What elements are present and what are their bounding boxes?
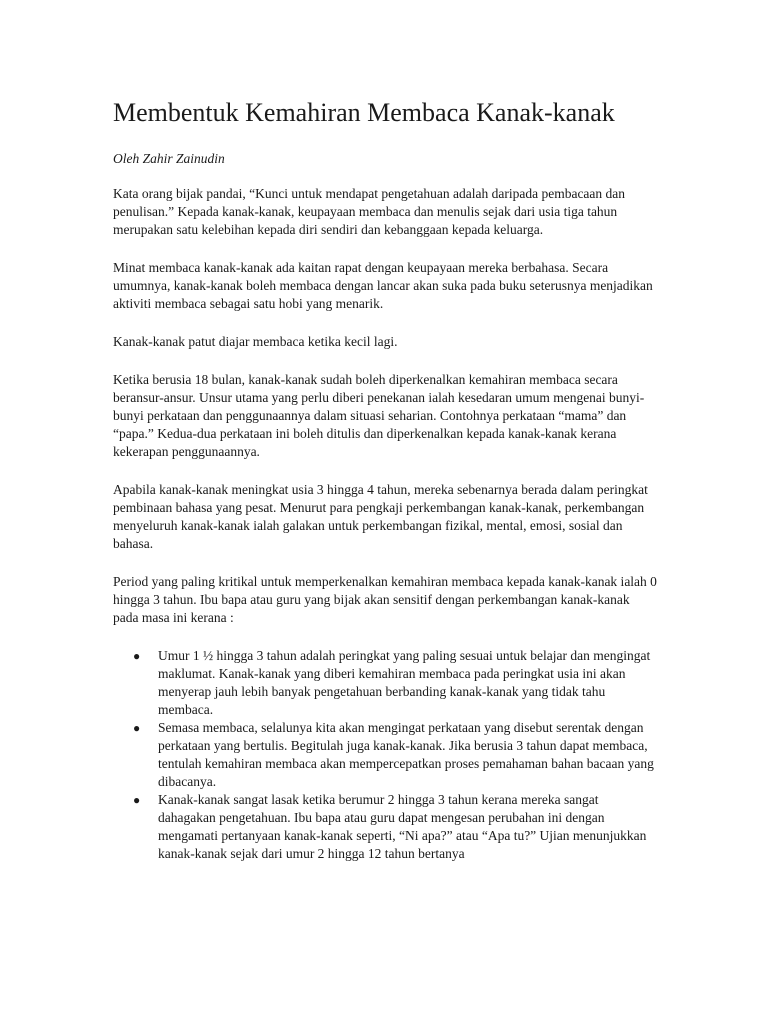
list-item <box>113 647 658 719</box>
list-item-text: Umur 1 ½ hingga 3 tahun adalah peringkat yang paling sesuai untuk belajar dan mengingat maklumat. Kanak-kanak yang diberi kemahiran membaca pada peringkat usia ini akan menyerap jauh lebih banyak pengetahuan berbanding kanak-kanak yang tidak tahu membaca. <box>158 648 651 717</box>
bullet-icon: ● <box>133 721 141 735</box>
bullet-icon: ● <box>133 649 141 663</box>
list-item <box>113 791 658 863</box>
author-byline: Oleh Zahir Zainudin <box>113 151 225 166</box>
list-item-text: Semasa membaca, selalunya kita akan mengingat perkataan yang disebut serentak dengan perkataan yang bertulis. Begitulah juga kanak-kanak. Jika berusia 3 tahun dapat membaca, tentulah kemahiran membaca akan mempercepatkan proses pemahaman bahan bacaan yang dibacanya. <box>158 720 654 789</box>
bullet-icon: ● <box>133 793 141 807</box>
paragraph-4: Ketika berusia 18 bulan, kanak-kanak sudah boleh diperkenalkan kemahiran membaca secara beransur-ansur. Unsur utama yang perlu diberi penekanan ialah kesedaran umum mengenai bunyi-bunyi perkataan dan penggunaannya dalam situasi seharian. Contohnya perkataan “mama” dan “papa.” Kedua-dua perkataan ini boleh ditulis dan diperkenalkan kepada kanak-kanak kerana kekerapan penggunaannya. <box>113 372 645 459</box>
document-title: Membentuk Kemahiran Membaca Kanak-kanak <box>113 98 615 127</box>
paragraph-5: Apabila kanak-kanak meningkat usia 3 hingga 4 tahun, mereka sebenarnya berada dalam peringkat pembinaan bahasa yang pesat. Menurut para pengkaji perkembangan kanak-kanak, perkembangan menyeluruh kanak-kanak ialah galakan untuk perkembangan fizikal, mental, emosi, sosial dan bahasa. <box>113 482 648 551</box>
paragraph-2: Minat membaca kanak-kanak ada kaitan rapat dengan keupayaan mereka berbahasa. Secara umumnya, kanak-kanak boleh membaca dengan lancar akan suka pada buku seterusnya menjadikan aktiviti membaca sebagai satu hobi yang menarik. <box>113 260 653 311</box>
paragraph-1: Kata orang bijak pandai, “Kunci untuk mendapat pengetahuan adalah daripada pembacaan dan penulisan.” Kepada kanak-kanak, keupayaan membaca dan menulis sejak dari usia tiga tahun merupakan satu kelebihan kepada diri sendiri dan kebanggaan kepada keluarga. <box>113 186 626 237</box>
list-item <box>113 719 658 791</box>
document-page <box>113 96 658 863</box>
bullet-list <box>113 647 658 863</box>
paragraph-3: Kanak-kanak patut diajar membaca ketika kecil lagi. <box>113 334 398 349</box>
paragraph-6: Period yang paling kritikal untuk memperkenalkan kemahiran membaca kepada kanak-kanak ialah 0 hingga 3 tahun. Ibu bapa atau guru yang bijak akan sensitif dengan perkembangan kanak-kanak pada masa ini kerana : <box>113 574 657 625</box>
list-item-text: Kanak-kanak sangat lasak ketika berumur 2 hingga 3 tahun kerana mereka sangat dahagakan pengetahuan. Ibu bapa atau guru dapat mengesan perubahan ini dengan mengamati pertanyaan kanak-kanak seperti, “Ni apa?” atau “Apa tu?” Ujian menunjukkan kanak-kanak sejak dari umur 2 hingga 12 tahun bertanya <box>158 792 647 861</box>
